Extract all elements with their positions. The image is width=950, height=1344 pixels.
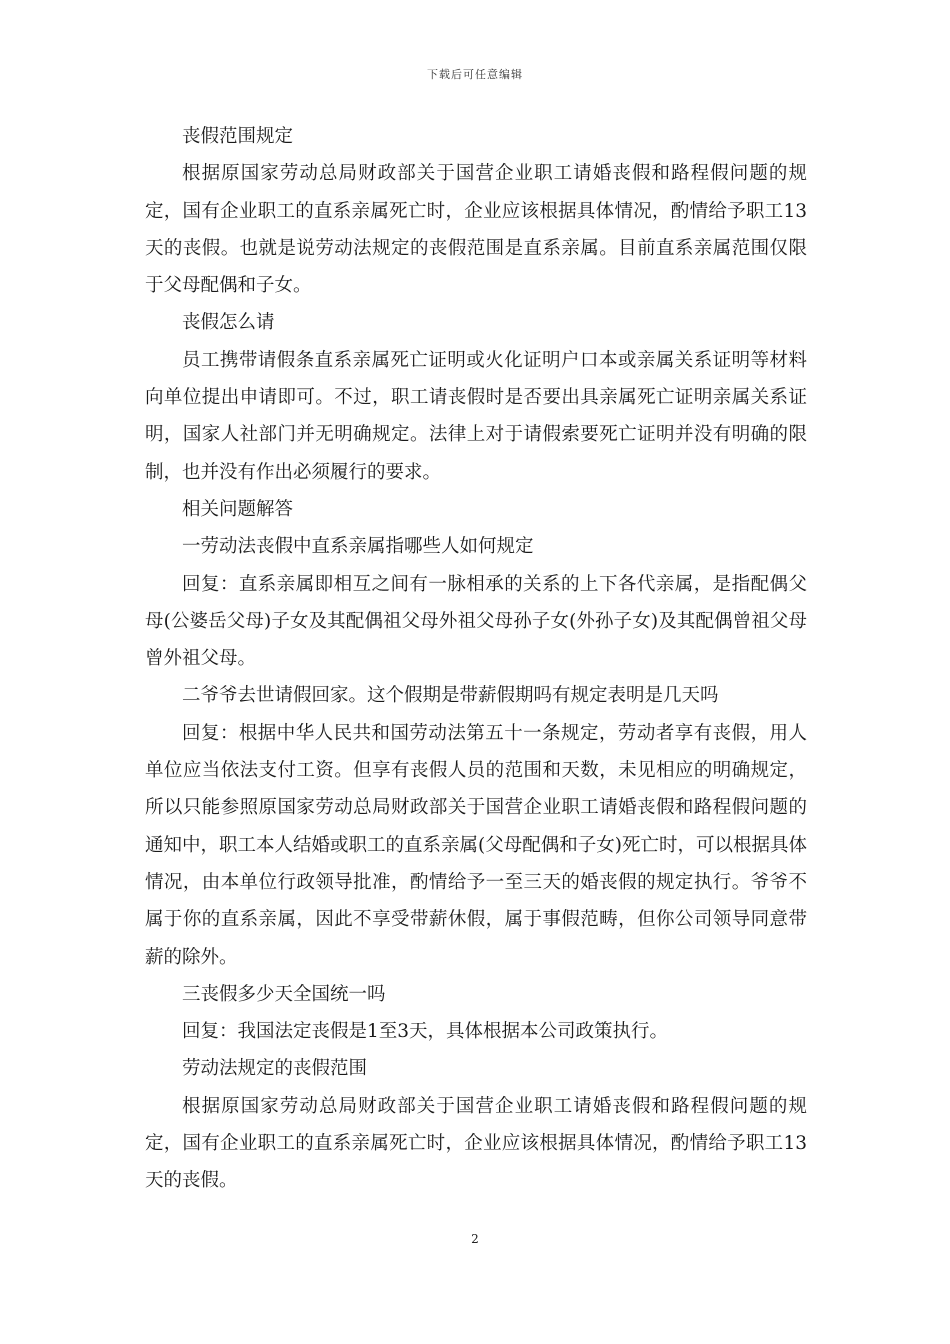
faq-answer-3: 回复：我国法定丧假是1至3天，具体根据本公司政策执行。 [182, 1021, 669, 1043]
paragraph-labor-law-scope-body: 根据原国家劳动总局财政部关于国营企业职工请婚丧假和路程假问题的规定，国有企业职工的直系亲属死亡时，企业应该根据具体情况，酌情给予职工13天的丧假。 [145, 1095, 807, 1192]
document-body [145, 118, 807, 1200]
faq-question-1: 一劳动法丧假中直系亲属指哪些人如何规定 [182, 536, 534, 558]
paragraph-scope-body: 根据原国家劳动总局财政部关于国营企业职工请婚丧假和路程假问题的规定，国有企业职工的直系亲属死亡时，企业应该根据具体情况，酌情给予职工13天的丧假。也就是说劳动法规定的丧假范围是直系亲属。目前直系亲属范围仅限于父母配偶和子女。 [145, 163, 807, 297]
section-heading-how-to-apply: 丧假怎么请 [182, 312, 275, 334]
section-heading-faq: 相关问题解答 [182, 498, 294, 520]
faq-question-2: 二爷爷去世请假回家。这个假期是带薪假期吗有规定表明是几天吗 [182, 685, 719, 707]
faq-question-3: 三丧假多少天全国统一吗 [182, 983, 386, 1005]
page-number: 2 [471, 1232, 479, 1246]
section-heading-labor-law-scope: 劳动法规定的丧假范围 [182, 1058, 368, 1080]
faq-answer-2: 回复：根据中华人民共和国劳动法第五十一条规定，劳动者享有丧假，用人单位应当依法支付工资。但享有丧假人员的范围和天数，未见相应的明确规定，所以只能参照原国家劳动总局财政部关于国营企业职工请婚丧假和路程假问题的通知中，职工本人结婚或职工的直系亲属(父母配偶和子女)死亡时，可以根据具体情况，由本单位行政领导批准，酌情给予一至三天的婚丧假的规定执行。爷爷不属于你的直系亲属，因此不享受带薪休假，属于事假范畴，但你公司领导同意带薪的除外。 [145, 722, 807, 968]
faq-answer-1: 回复：直系亲属即相互之间有一脉相承的关系的上下各代亲属，是指配偶父母(公婆岳父母)子女及其配偶祖父母外祖父母孙子女(外孙子女)及其配偶曾祖父母曾外祖父母。 [145, 573, 807, 670]
paragraph-how-to-apply-body: 员工携带请假条直系亲属死亡证明或火化证明户口本或亲属关系证明等材料向单位提出申请即可。不过，职工请丧假时是否要出具亲属死亡证明亲属关系证明，国家人社部门并无明确规定。法律上对于请假索要死亡证明并没有明确的限制，也并没有作出必须履行的要求。 [145, 349, 807, 483]
section-heading-scope: 丧假范围规定 [182, 126, 294, 147]
page-header-note: 下载后可任意编辑 [427, 68, 523, 81]
